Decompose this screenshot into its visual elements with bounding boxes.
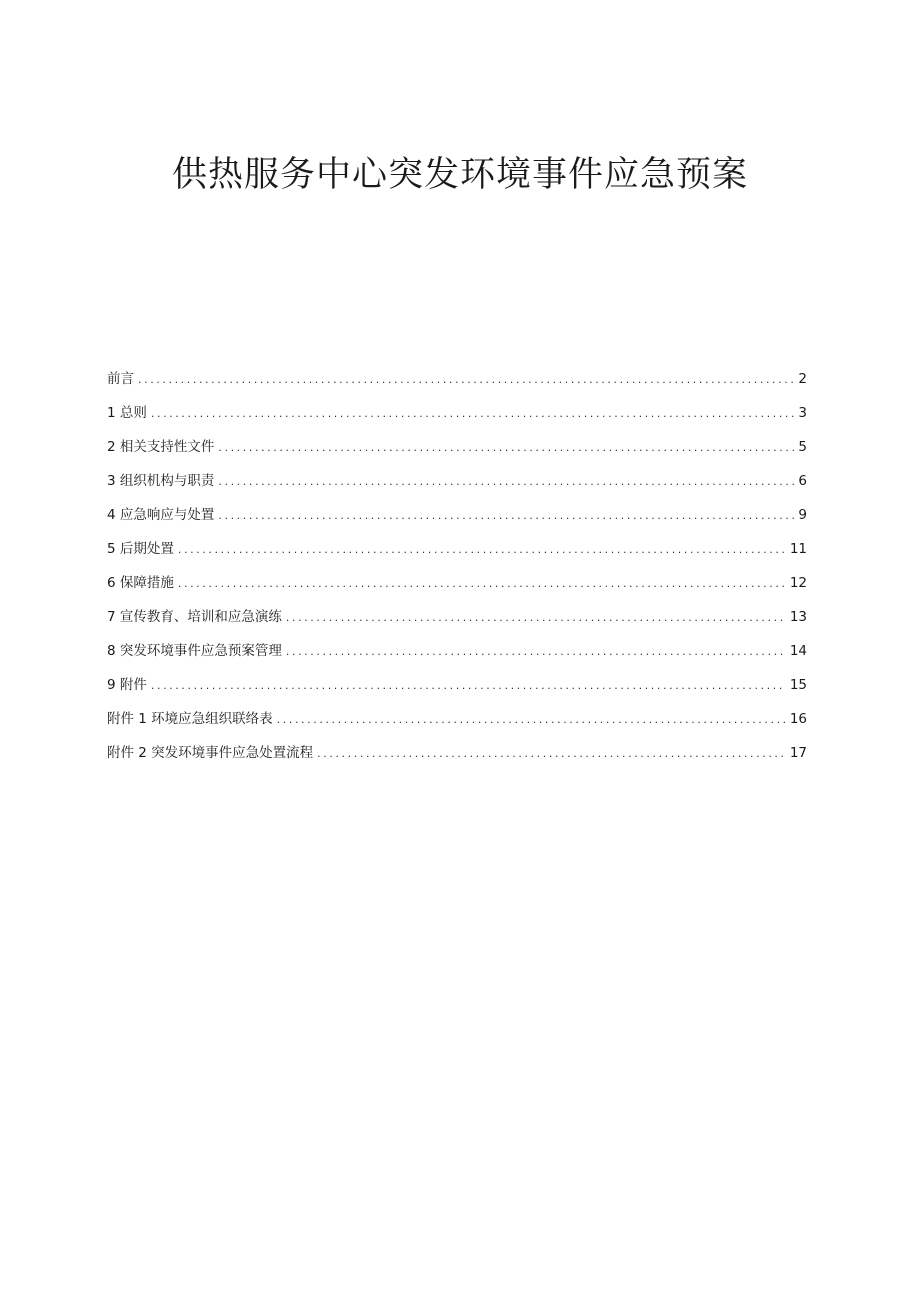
- toc-entry-label: 1 总则: [107, 405, 147, 421]
- table-of-contents: [107, 365, 807, 773]
- toc-page-number: 2: [798, 371, 807, 387]
- toc-entry-organization[interactable]: [107, 467, 807, 501]
- toc-page-number: 13: [789, 609, 807, 625]
- document-title: 供热服务中心突发环境事件应急预案: [171, 155, 748, 195]
- toc-page-number: 9: [798, 507, 807, 523]
- toc-entry-attachment-1[interactable]: [107, 705, 807, 739]
- toc-entry-label: 前言: [107, 371, 134, 387]
- toc-entry-label: 5 后期处置: [107, 541, 174, 557]
- toc-page-number: 3: [798, 405, 807, 421]
- toc-page-number: 15: [789, 677, 807, 693]
- toc-dot-leader: [286, 604, 786, 632]
- toc-entry-supporting-documents[interactable]: [107, 433, 807, 467]
- toc-entry-plan-management[interactable]: [107, 637, 807, 671]
- toc-entry-general[interactable]: [107, 399, 807, 433]
- toc-page-number: 14: [789, 643, 807, 659]
- toc-entry-label: 6 保障措施: [107, 575, 174, 591]
- toc-entry-label: 7 宣传教育、培训和应急演练: [107, 609, 282, 625]
- toc-dot-leader: [151, 672, 786, 700]
- toc-page-number: 6: [798, 473, 807, 489]
- toc-dot-leader: [218, 502, 794, 530]
- toc-dot-leader: [178, 570, 786, 598]
- toc-entry-safeguards[interactable]: [107, 569, 807, 603]
- toc-entry-label: 2 相关支持性文件: [107, 439, 215, 455]
- toc-entry-attachments[interactable]: [107, 671, 807, 705]
- toc-dot-leader: [218, 468, 794, 496]
- toc-entry-label: 8 突发环境事件应急预案管理: [107, 643, 282, 659]
- toc-dot-leader: [218, 434, 794, 462]
- toc-entry-training[interactable]: [107, 603, 807, 637]
- toc-dot-leader: [178, 536, 786, 564]
- toc-entry-aftermath[interactable]: [107, 535, 807, 569]
- toc-page-number: 5: [798, 439, 807, 455]
- toc-dot-leader: [286, 638, 786, 666]
- toc-entry-label: 附件 1 环境应急组织联络表: [107, 711, 273, 727]
- toc-entry-label: 3 组织机构与职责: [107, 473, 215, 489]
- toc-entry-label: 9 附件: [107, 677, 147, 693]
- toc-entry-label: 附件 2 突发环境事件应急处置流程: [107, 745, 314, 761]
- toc-page-number: 17: [789, 745, 807, 761]
- toc-page-number: 11: [789, 541, 807, 557]
- toc-entry-preface[interactable]: [107, 365, 807, 399]
- toc-dot-leader: [151, 400, 795, 428]
- toc-dot-leader: [277, 706, 786, 734]
- toc-page-number: 12: [789, 575, 807, 591]
- toc-page-number: 16: [789, 711, 807, 727]
- toc-dot-leader: [138, 366, 794, 394]
- toc-entry-attachment-2[interactable]: [107, 739, 807, 773]
- toc-entry-response[interactable]: [107, 501, 807, 535]
- toc-dot-leader: [317, 740, 786, 768]
- toc-entry-label: 4 应急响应与处置: [107, 507, 215, 523]
